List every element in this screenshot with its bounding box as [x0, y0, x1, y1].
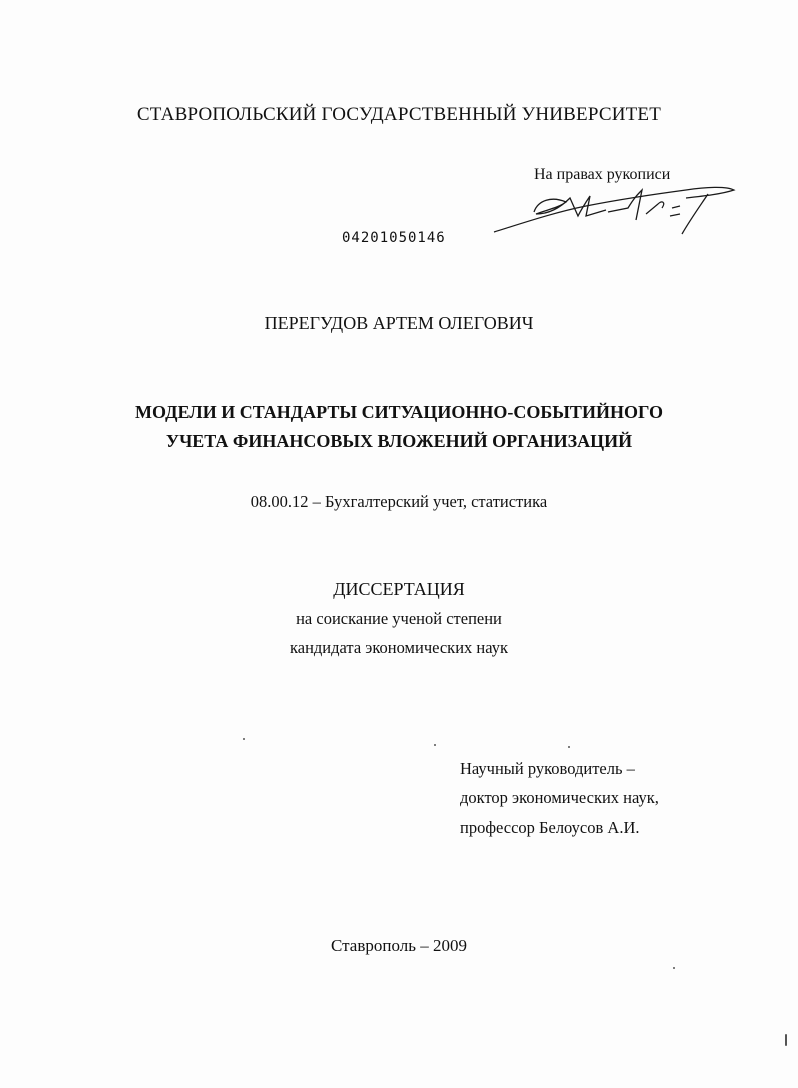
supervisor-line-2: доктор экономических наук,: [460, 788, 659, 807]
city-year: Ставрополь – 2009: [331, 936, 467, 955]
document-type: ДИССЕРТАЦИЯ: [333, 579, 465, 599]
inventory-number: 04201050146: [342, 230, 446, 246]
author-name: ПЕРЕГУДОВ АРТЕМ ОЛЕГОВИЧ: [264, 313, 534, 333]
manuscript-note: На правах рукописи: [534, 166, 671, 183]
university-name: СТАВРОПОЛЬСКИЙ ГОСУДАРСТВЕННЫЙ УНИВЕРСИТЕТ: [136, 104, 662, 125]
scan-speck: [434, 744, 436, 746]
supervisor-line-3: профессор Белоусов А.И.: [460, 818, 640, 837]
scan-speck: [673, 967, 675, 969]
scan-speck: [785, 1034, 787, 1046]
supervisor-line-1: Научный руководитель –: [460, 759, 635, 778]
scan-speck: [243, 738, 245, 740]
thesis-title-line-1: МОДЕЛИ И СТАНДАРТЫ СИТУАЦИОННО-СОБЫТИЙНОГО: [135, 402, 663, 422]
degree-line-2: кандидата экономических наук: [289, 638, 508, 657]
degree-line-1: на соискание ученой степени: [296, 609, 502, 628]
specialty-code: 08.00.12 – Бухгалтерский учет, статистика: [250, 492, 548, 511]
scan-speck: [568, 746, 570, 748]
handwritten-signature-icon: [486, 168, 746, 248]
thesis-title-line-2: УЧЕТА ФИНАНСОВЫХ ВЛОЖЕНИЙ ОРГАНИЗАЦИЙ: [165, 431, 633, 451]
